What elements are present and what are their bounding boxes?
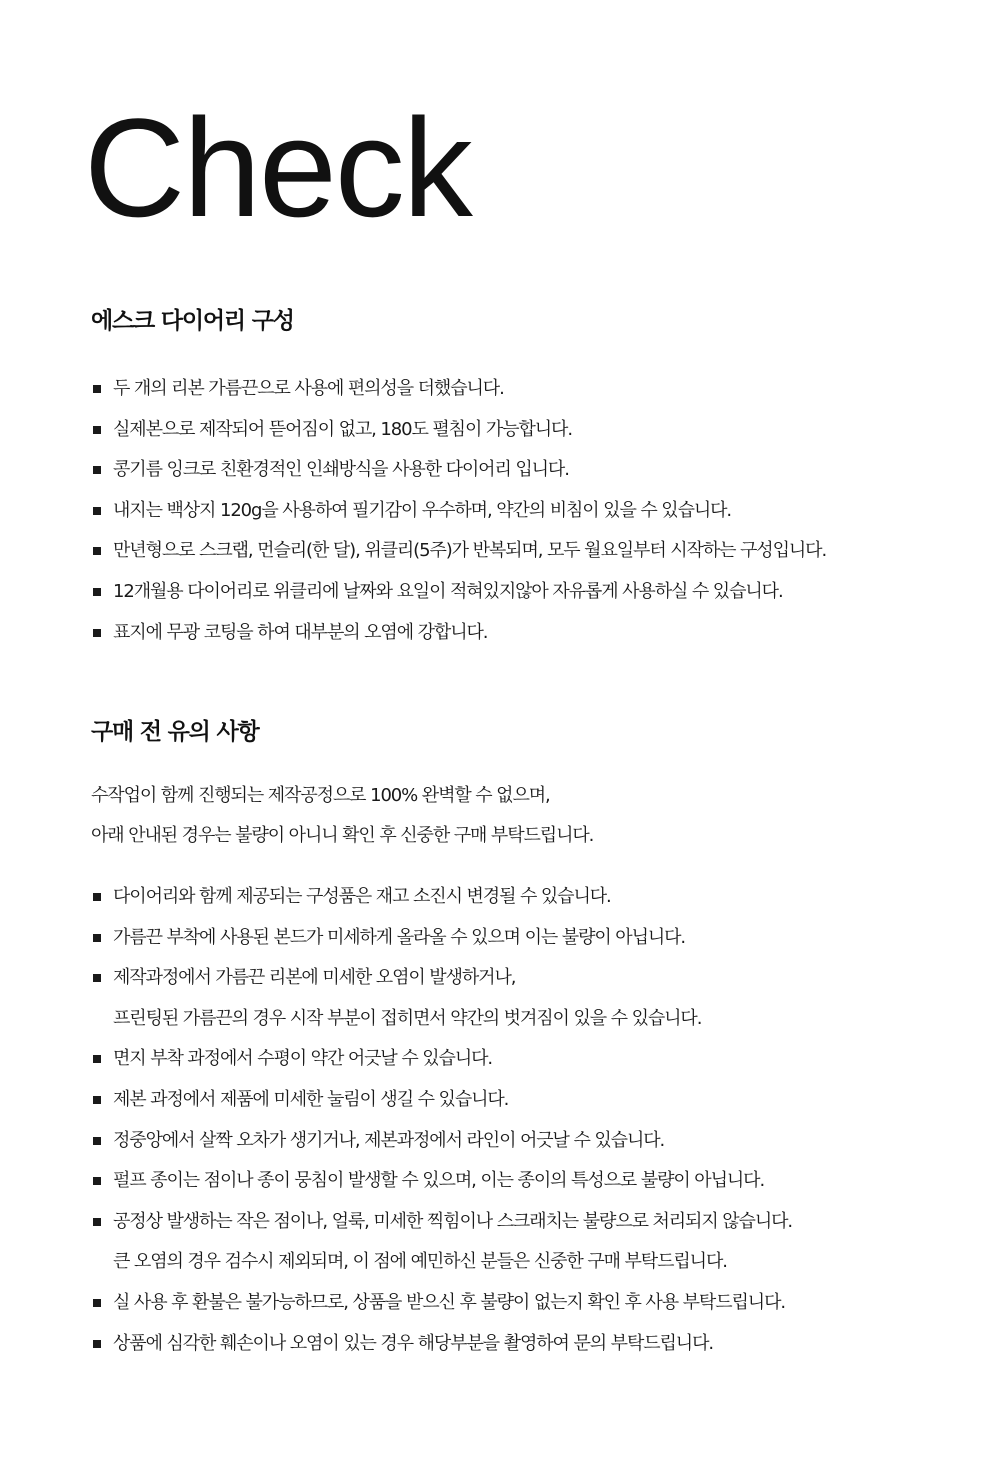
- list-item: 공정상 발생하는 작은 점이나, 얼룩, 미세한 찍힘이나 스크래치는 불량으로 처리되지 않습니다. 큰 오염의 경우 검수시 제외되며, 이 점에 예민하신 분들은 신중한 구매 부탁드립니다.: [91, 1202, 971, 1283]
- composition-list: [91, 369, 971, 653]
- square-bullet-icon: [93, 1340, 101, 1348]
- precautions-list: [91, 877, 971, 1364]
- square-bullet-icon: [93, 1096, 101, 1104]
- list-item: 제본 과정에서 제품에 미세한 눌림이 생길 수 있습니다.: [91, 1080, 971, 1121]
- square-bullet-icon: [93, 1218, 101, 1226]
- list-item: 만년형으로 스크랩, 먼슬리(한 달), 위클리(5주)가 반복되며, 모두 월요일부터 시작하는 구성입니다.: [91, 531, 971, 572]
- list-item: 펄프 종이는 점이나 종이 뭉침이 발생할 수 있으며, 이는 종이의 특성으로 불량이 아닙니다.: [91, 1161, 971, 1202]
- square-bullet-icon: [93, 1177, 101, 1185]
- composition-heading: 에스크 다이어리 구성: [91, 308, 294, 334]
- square-bullet-icon: [93, 1137, 101, 1145]
- list-item: 제작과정에서 가름끈 리본에 미세한 오염이 발생하거나, 프린팅된 가름끈의 경우 시작 부분이 접히면서 약간의 벗겨짐이 있을 수 있습니다.: [91, 958, 971, 1039]
- list-item: 표지에 무광 코팅을 하여 대부분의 오염에 강합니다.: [91, 613, 971, 654]
- list-item: 두 개의 리본 가름끈으로 사용에 편의성을 더했습니다.: [91, 369, 971, 410]
- list-item: 다이어리와 함께 제공되는 구성품은 재고 소진시 변경될 수 있습니다.: [91, 877, 971, 918]
- precautions-intro: [91, 776, 971, 856]
- square-bullet-icon: [93, 588, 101, 596]
- square-bullet-icon: [93, 1055, 101, 1063]
- list-item: 가름끈 부착에 사용된 본드가 미세하게 올라올 수 있으며 이는 불량이 아닙니다.: [91, 918, 971, 959]
- square-bullet-icon: [93, 893, 101, 901]
- list-item: 실 사용 후 환불은 불가능하므로, 상품을 받으신 후 불량이 없는지 확인 후 사용 부탁드립니다.: [91, 1283, 971, 1324]
- list-item: 콩기름 잉크로 친환경적인 인쇄방식을 사용한 다이어리 입니다.: [91, 450, 971, 491]
- intro-line: 아래 안내된 경우는 불량이 아니니 확인 후 신중한 구매 부탁드립니다.: [91, 825, 594, 846]
- page-title: Check: [84, 89, 471, 246]
- list-item: 12개월용 다이어리로 위클리에 날짜와 요일이 적혀있지않아 자유롭게 사용하실 수 있습니다.: [91, 572, 971, 613]
- square-bullet-icon: [93, 974, 101, 982]
- square-bullet-icon: [93, 629, 101, 637]
- square-bullet-icon: [93, 934, 101, 942]
- square-bullet-icon: [93, 426, 101, 434]
- list-item: 정중앙에서 살짝 오차가 생기거나, 제본과정에서 라인이 어긋날 수 있습니다.: [91, 1121, 971, 1162]
- square-bullet-icon: [93, 507, 101, 515]
- square-bullet-icon: [93, 385, 101, 393]
- square-bullet-icon: [93, 1299, 101, 1307]
- list-item: 면지 부착 과정에서 수평이 약간 어긋날 수 있습니다.: [91, 1039, 971, 1080]
- precautions-heading: 구매 전 유의 사항: [91, 719, 259, 745]
- list-item: 상품에 심각한 훼손이나 오염이 있는 경우 해당부분을 촬영하여 문의 부탁드립니다.: [91, 1324, 971, 1365]
- list-item: 내지는 백상지 120g을 사용하여 필기감이 우수하며, 약간의 비침이 있을 수 있습니다.: [91, 491, 971, 532]
- intro-line: 수작업이 함께 진행되는 제작공정으로 100% 완벽할 수 없으며,: [91, 785, 550, 806]
- square-bullet-icon: [93, 466, 101, 474]
- list-item: 실제본으로 제작되어 뜯어짐이 없고, 180도 펼침이 가능합니다.: [91, 410, 971, 451]
- square-bullet-icon: [93, 547, 101, 555]
